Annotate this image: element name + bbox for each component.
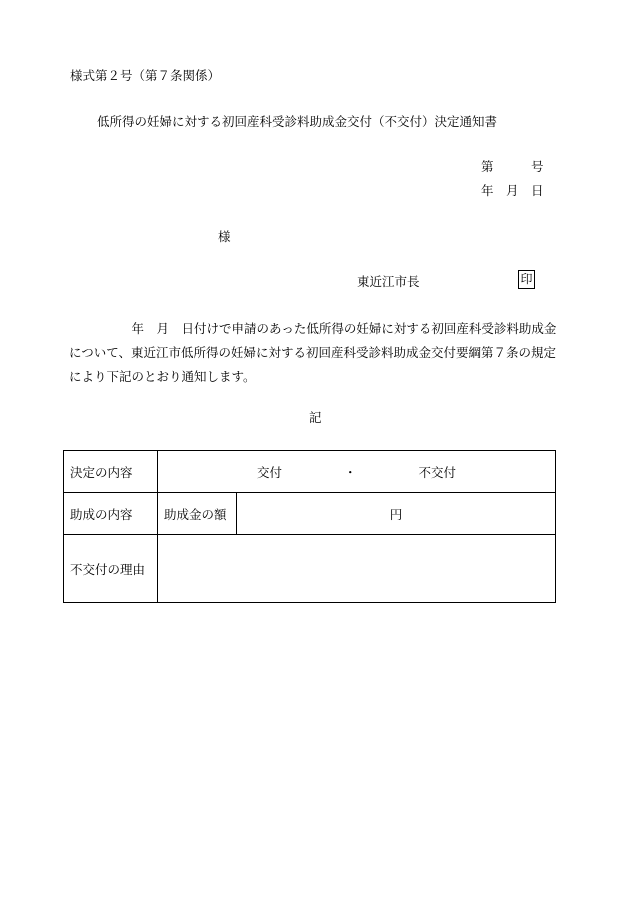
- decision-table: [63, 450, 556, 603]
- subsidy-label: 助成の内容: [64, 493, 158, 535]
- seal-mark: 印: [518, 270, 535, 289]
- amount-value: 円: [237, 493, 556, 535]
- form-number-label: 様式第２号（第７条関係）: [70, 68, 221, 83]
- document-title: 低所得の妊婦に対する初回産科受診料助成金交付（不交付）決定通知書: [97, 114, 498, 129]
- issuer-name: 東近江市長: [357, 274, 420, 289]
- table-row-decision: [64, 451, 556, 493]
- option-separator: ・: [344, 464, 357, 480]
- ki-heading: 記: [309, 410, 322, 425]
- notification-body: 年 月 日付けで申請のあった低所得の妊婦に対する初回産科受診料助成金について、東近江市低所得の妊婦に対する初回産科受診料助成金交付要綱第７条の規定により下記のとおり通知します。: [69, 321, 557, 384]
- option-deny: 不交付: [418, 464, 457, 480]
- table-row-reason: [64, 535, 556, 603]
- amount-label: 助成金の額: [158, 493, 237, 535]
- decision-label: 決定の内容: [64, 451, 158, 493]
- reason-label: 不交付の理由: [64, 535, 158, 603]
- document-number-line: 第 号: [481, 159, 544, 174]
- document-date-line: 年 月 日: [481, 183, 544, 198]
- decision-options: [158, 451, 556, 493]
- table-row-subsidy: [64, 493, 556, 535]
- option-grant: 交付: [256, 464, 282, 480]
- recipient-honorific: 様: [218, 229, 231, 244]
- reason-value: [158, 535, 556, 603]
